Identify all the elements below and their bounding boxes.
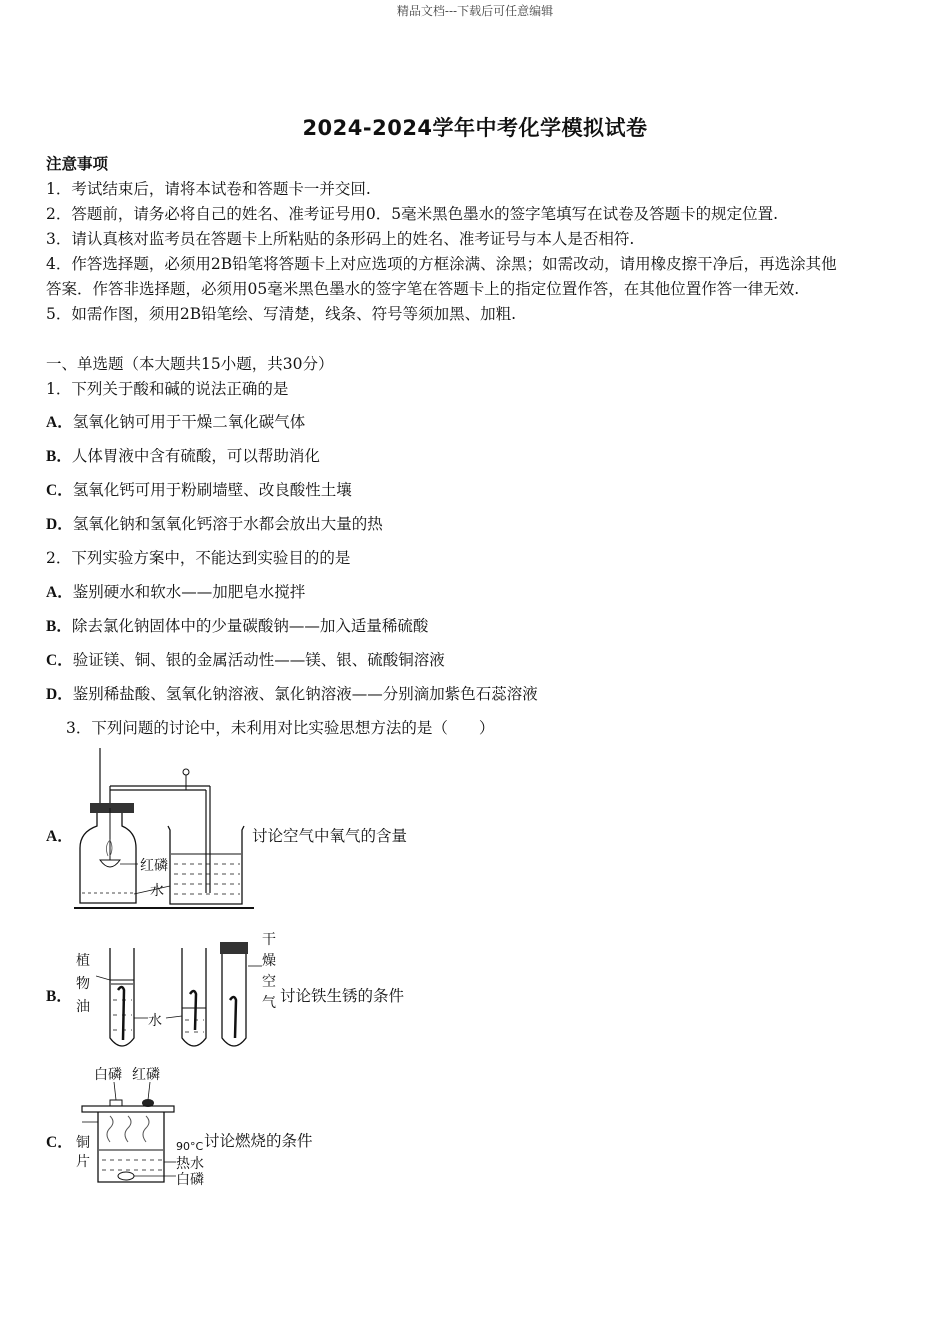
q1-option-a <box>46 410 305 432</box>
oxygen-content-apparatus <box>70 748 260 913</box>
label-char: 油 <box>76 999 90 1015</box>
label-dry-air <box>262 930 282 1014</box>
notice-item-4: 4．作答选择题，必须用2B铅笔将答题卡上对应选项的方框涂满、涂黑；如需改动，请用橡皮擦干净后，再选涂其他 <box>46 255 837 273</box>
section-heading: 一、单选题（本大题共15小题，共30分） <box>46 355 334 373</box>
option-text: 氢氧化钠可用于干燥二氧化碳气体 <box>72 413 306 431</box>
q3-option-a-letter: A． <box>46 828 73 845</box>
option-letter: B． <box>46 618 72 635</box>
option-letter: D． <box>46 686 73 703</box>
label-red-phosphorus-top: 红磷 <box>132 1067 160 1083</box>
q2-option-a <box>46 580 305 602</box>
label-char: 植 <box>76 953 90 969</box>
notice-item-2: 2．答题前，请务必将自己的姓名、准考证号用0．5毫米黑色墨水的签字笔填写在试卷及答题卡的规定位置. <box>46 205 779 223</box>
notice-item-1: 1．考试结束后，请将本试卷和答题卡一并交回. <box>46 180 371 198</box>
notice-item-4-cont: 答案．作答非选择题，必须用05毫米黑色墨水的签字笔在答题卡上的指定位置作答，在其他位置作答一律无效. <box>46 280 800 298</box>
notice-heading: 注意事项 <box>46 154 109 173</box>
label-char: 片 <box>76 1154 90 1170</box>
option-letter: C． <box>46 482 73 499</box>
label-water-b: 水 <box>148 1013 162 1029</box>
option-text: 人体胃液中含有硫酸，可以帮助消化 <box>71 447 320 465</box>
label-hot-water: 热水 <box>176 1156 204 1172</box>
label-white-phosphorus-bottom: 白磷 <box>176 1172 204 1188</box>
label-char: 气 <box>262 995 276 1011</box>
q3-option-b-letter: B． <box>46 988 72 1005</box>
option-letter: D． <box>46 516 73 533</box>
q2-option-c <box>46 648 445 670</box>
notice-item-3: 3．请认真核对监考员在答题卡上所粘贴的条形码上的姓名、准考证号与本人是否相符. <box>46 230 635 248</box>
label-water: 水 <box>150 883 164 899</box>
option-text: 鉴别硬水和软水——加肥皂水搅拌 <box>72 583 306 601</box>
option-text: 氢氧化钠和氢氧化钙溶于水都会放出大量的热 <box>72 515 383 533</box>
option-letter: A． <box>46 414 73 431</box>
label-char: 铜 <box>76 1135 90 1151</box>
q3-option-b-caption: 讨论铁生锈的条件 <box>280 987 405 1005</box>
q1-option-c <box>46 478 352 500</box>
page-header: 精品文档---下载后可任意编辑 <box>396 4 554 18</box>
q3-option-c-letter: C． <box>46 1134 73 1151</box>
option-letter: C． <box>46 652 73 669</box>
label-char: 物 <box>76 976 90 992</box>
option-letter: A． <box>46 584 73 601</box>
label-char: 干 <box>262 932 276 948</box>
option-text: 氢氧化钙可用于粉刷墙壁、改良酸性土壤 <box>72 481 352 499</box>
notice-item-5: 5．如需作图，须用2B铅笔绘、写清楚，线条、符号等须加黑、加粗. <box>46 305 517 323</box>
rust-test-tubes <box>96 930 276 1055</box>
q1-option-b <box>46 444 320 466</box>
label-char: 燥 <box>262 953 276 969</box>
option-text: 验证镁、铜、银的金属活动性——镁、银、硫酸铜溶液 <box>72 651 445 669</box>
label-vegetable-oil <box>76 950 96 1019</box>
label-red-phosphorus: 红磷 <box>140 858 168 874</box>
q2-option-b <box>46 614 428 636</box>
q3-stem: 3．下列问题的讨论中，未利用对比实验思想方法的是（ ） <box>66 719 495 737</box>
label-white-phosphorus-top: 白磷 <box>94 1067 122 1083</box>
option-letter: B． <box>46 448 72 465</box>
label-temperature: 90°C <box>176 1140 204 1153</box>
q1-option-d <box>46 512 383 534</box>
label-char: 空 <box>262 974 276 990</box>
page-title: 2024-2024学年中考化学模拟试卷 <box>302 116 648 140</box>
q1-stem: 1．下列关于酸和碱的说法正确的是 <box>46 380 289 398</box>
q3-option-a-caption: 讨论空气中氧气的含量 <box>252 827 408 845</box>
q2-option-d <box>46 682 538 704</box>
q2-stem: 2．下列实验方案中，不能达到实验目的的是 <box>46 549 351 567</box>
option-text: 鉴别稀盐酸、氢氧化钠溶液、氯化钠溶液——分别滴加紫色石蕊溶液 <box>72 685 538 703</box>
q3-option-c-caption: 讨论燃烧的条件 <box>204 1132 313 1150</box>
option-text: 除去氯化钠固体中的少量碳酸钠——加入适量稀硫酸 <box>71 617 429 635</box>
